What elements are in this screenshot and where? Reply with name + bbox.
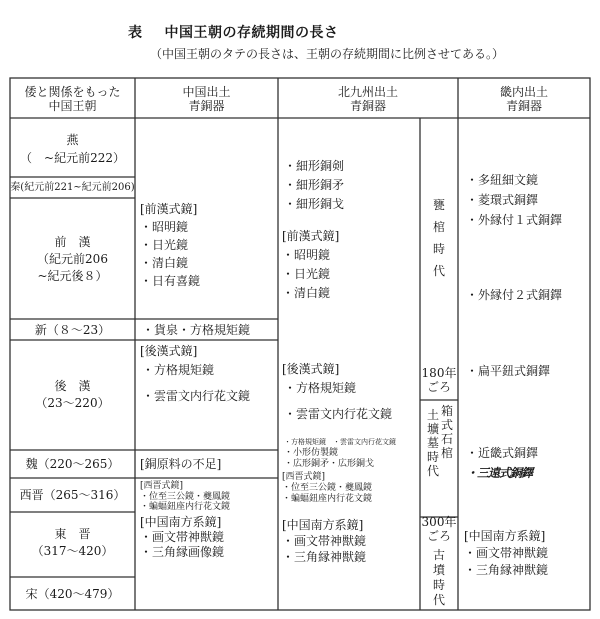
kinai-south-mirrors: [中国南方系鏡] ・画文帯神獣鏡 ・三角縁神獣鏡 bbox=[464, 529, 549, 577]
dynasty-wei: 魏（220～265） bbox=[25, 457, 120, 471]
kyushu-xijin-mirrors: [西晋式鏡] ・位至三公鏡・夔鳳鏡 ・蝙蝠鈕座内行花文鏡 bbox=[282, 472, 373, 504]
kyushu-weapons: ・細形銅剣 ・細形銅矛 ・細形銅戈 bbox=[284, 159, 345, 211]
kyushu-small-items: ・小形仿製鏡 ・広形銅矛・広形銅戈 bbox=[284, 448, 375, 469]
header-col4: 畿内出土 青銅器 bbox=[499, 85, 548, 113]
china-houhan-head: [後漢式鏡] bbox=[140, 344, 198, 358]
period-year-300: 300年 ごろ bbox=[421, 515, 457, 543]
period-dokobo: 土 壙 墓 時 代 bbox=[426, 408, 439, 478]
dynasty-houhan: 後 漢 （23～220） bbox=[35, 379, 110, 410]
china-qianhan-mirrors: [前漢式鏡] ・昭明鏡 ・日光鏡 ・清白鏡 ・日有喜鏡 bbox=[140, 202, 201, 288]
subtitle: （中国王朝のタテの長さは、王朝の存続期間に比例させてある。） bbox=[150, 47, 505, 61]
china-south-mirrors: [中国南方系鏡] ・画文帯神獣鏡 ・三角縁画像鏡 bbox=[140, 515, 225, 559]
header-col3: 北九州出土 青銅器 bbox=[337, 85, 398, 113]
dynasty-yan: 燕 （ ~紀元前222） bbox=[20, 133, 125, 165]
dynasty-qin: 秦(紀元前221~紀元前206) bbox=[10, 182, 135, 193]
kinai-bronze-2: ・外縁付２式銅鐸 bbox=[466, 288, 563, 302]
china-houhan-item-1: ・方格規矩鏡 bbox=[142, 363, 215, 377]
kyushu-qianhan-mirrors: [前漢式鏡] ・昭明鏡 ・日光鏡 ・清白鏡 bbox=[282, 229, 340, 300]
header-col2: 中国出土 青銅器 bbox=[182, 85, 231, 113]
kinai-bronze-4: ・近畿式銅鐸 bbox=[466, 446, 539, 460]
kyushu-small-line: ・方格規矩鏡 ・雲雷文内行花文鏡 bbox=[284, 438, 396, 446]
title-label: 表 bbox=[128, 25, 143, 41]
kyushu-south-mirrors: [中国南方系鏡] ・画文帯神獣鏡 ・三角縁神獣鏡 bbox=[282, 518, 367, 564]
kinai-bronzes-1: ・多紐細文鏡 ・菱環式銅鐸 ・外縁付１式銅鐸 bbox=[466, 173, 563, 227]
china-xin-item: ・貨泉・方格規矩鏡 bbox=[142, 323, 251, 337]
dynasty-xijin: 西晋（265～316） bbox=[19, 488, 126, 502]
kinai-bronze-3: ・扁平鈕式銅鐸 bbox=[466, 364, 551, 378]
kyushu-houhan-item-2: ・雲雷文内行花文鏡 bbox=[284, 407, 393, 421]
period-kamekan: 甕 棺 時 代 bbox=[432, 198, 445, 278]
dynasty-song: 宋（420～479） bbox=[25, 587, 120, 601]
kinai-bronze-5: ・三遠式銅鐸 bbox=[466, 466, 533, 480]
period-kofun: 古 墳 時 代 bbox=[432, 548, 445, 607]
kyushu-houhan-item-1: ・方格規矩鏡 bbox=[284, 381, 357, 395]
dynasty-xin: 新（８～23） bbox=[34, 323, 111, 337]
header-col1: 倭と関係をもった 中国王朝 bbox=[24, 85, 121, 113]
dynasty-qianhan: 前 漢 （紀元前206 ~紀元後８） bbox=[37, 235, 108, 283]
china-houhan-item-2: ・雲雷文内行花文鏡 bbox=[142, 389, 251, 403]
period-year-180: 180年 ごろ bbox=[421, 366, 457, 394]
period-hakoshiki: 箱 式 石 棺 bbox=[440, 404, 453, 460]
kyushu-houhan-head: [後漢式鏡] bbox=[282, 362, 340, 376]
china-xijin-mirrors: [西晋式鏡] ・位至三公鏡・夔鳳鏡 ・蝙蝠鈕座内行花文鏡 bbox=[140, 481, 231, 512]
title-text: 中国王朝の存続期間の長さ bbox=[164, 25, 339, 41]
dynasty-dongjin: 東 晋 （317～420） bbox=[31, 527, 114, 558]
china-copper-shortage: [銅原料の不足] bbox=[140, 457, 222, 471]
